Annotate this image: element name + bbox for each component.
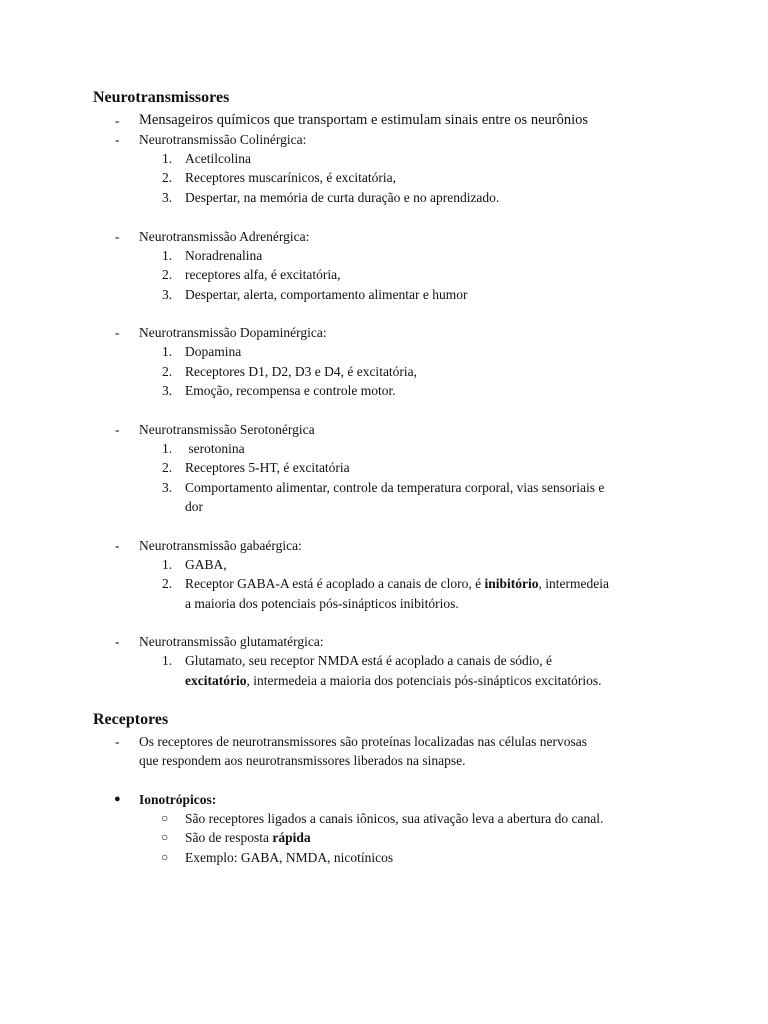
circle-bullet-icon: ○ <box>161 811 169 825</box>
dash-marker: - <box>115 132 120 147</box>
heading-neurotransmissores: Neurotransmissores <box>93 89 230 106</box>
circle-bullet-icon: ○ <box>161 850 169 864</box>
emphasis-excitatorio: excitatório <box>185 673 247 688</box>
document-page: Neurotransmissores - Mensageiros químicos que transportam e estimulam sinais entre os neurônios - Neurotransmissão Colinérgica: 1. Acetilcolina 2. Receptores muscarínicos, é excitatória, 3. Despertar, na memória de curta duração e no aprendizado. - Neurotransmissão Adrenérgica: 1. Noradrenalina 2. receptores alfa, é excitatória, 3. Despertar, alerta, comportamento alimentar e humor - Neurotransmissão Dopaminérgica: 1. Dopamina 2. Receptores D1, D2, D3 e D4, é excitatória, 3. Emoção, recompensa e controle motor. - Neurotransmissão Serotonérgica 1. serotonina 2. Receptores 5-HT, é excitatória 3. Comportamento alimentar, controle da temperatura corporal, vias sensoriais e dor - Neurotransmissão gabaérgica: 1. GABA, 2. Receptor GABA-A está é acoplado a canais de cloro, é inibitório, intermedeia a maioria dos potenciais pós-sinápticos inibitórios. - Neurotransmissão glutamatérgica: 1. Glutamato, seu receptor NMDA está é acoplado a canais de sódio, é excitatório, intermedeia a maioria dos potenciais pós-sinápticos excitatórios. Receptores - Os receptores de neurotransmissores são proteínas localizadas nas células nervosas que respondem aos neurotransmissores liberados na sinapse. ● Ionotrópicos: ○ São receptores ligados a canais iônicos, sua ativação leva a abertura do canal. ○ São de resposta rápida ○ Exemplo: GABA, NMDA, nicotínicos <box>0 0 768 1024</box>
emphasis-rapida: rápida <box>272 830 311 845</box>
emphasis-inibitorio: inibitório <box>484 576 539 591</box>
heading-receptores: Receptores <box>93 711 169 728</box>
circle-bullet-icon: ○ <box>161 830 169 844</box>
dash-marker: - <box>115 113 120 128</box>
bullet-icon: ● <box>114 793 121 805</box>
intro-text: Mensageiros químicos que transportam e estimulam sinais entre os neurônios <box>139 112 589 128</box>
